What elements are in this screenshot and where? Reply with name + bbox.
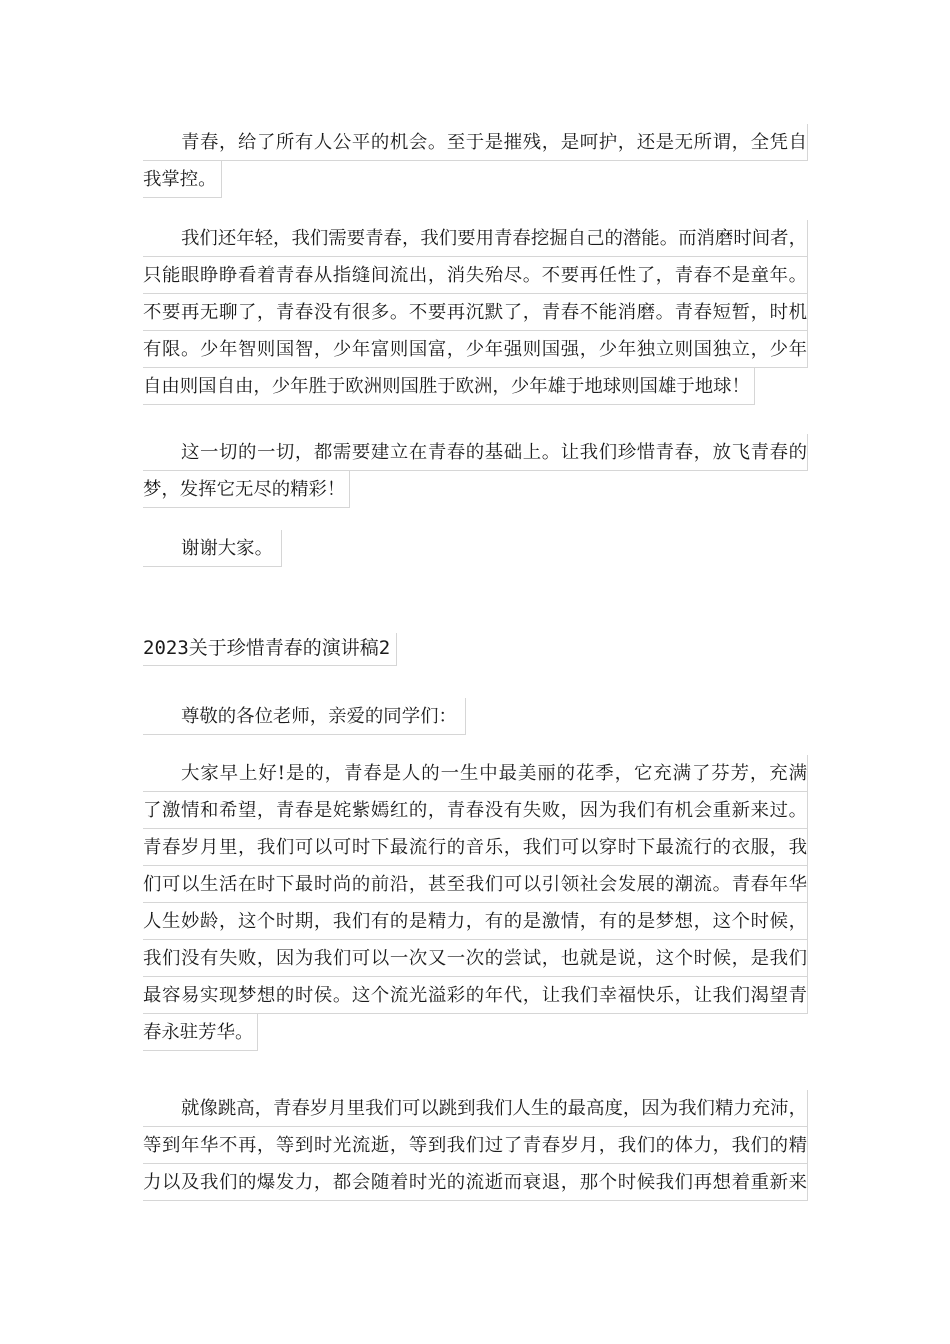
paragraph-1 xyxy=(143,124,808,198)
text-line: 不要再无聊了，青春没有很多。不要再沉默了，青春不能消磨。青春短暂，时机 xyxy=(143,294,808,331)
text-line: 力以及我们的爆发力，都会随着时光的流逝而衰退，那个时候我们再想着重新来 xyxy=(143,1164,808,1201)
text-line: 了激情和希望，青春是姹紫嫣红的，青春没有失败，因为我们有机会重新来过。 xyxy=(143,792,808,829)
paragraph-2 xyxy=(143,220,808,405)
text-line: 我们还年轻，我们需要青春，我们要用青春挖掘自己的潜能。而消磨时间者， xyxy=(143,220,808,257)
paragraph-5 xyxy=(143,698,808,735)
paragraph-6 xyxy=(143,755,808,1051)
paragraph-3 xyxy=(143,434,808,508)
text-line: 只能眼睁睁看着青春从指缝间流出，消失殆尽。不要再任性了，青春不是童年。 xyxy=(143,257,808,294)
text-line: 我掌控。 xyxy=(143,161,222,198)
text-line: 人生妙龄，这个时期，我们有的是精力，有的是激情，有的是梦想，这个时候， xyxy=(143,903,808,940)
text-line: 青春岁月里，我们可以可时下最流行的音乐，我们可以穿时下最流行的衣服，我 xyxy=(143,829,808,866)
text-line: 尊敬的各位老师，亲爱的同学们： xyxy=(143,698,466,735)
text-line: 青春，给了所有人公平的机会。至于是摧残，是呵护，还是无所谓，全凭自 xyxy=(143,124,808,161)
text-line: 春永驻芳华。 xyxy=(143,1014,258,1051)
text-line: 大家早上好!是的，青春是人的一生中最美丽的花季，它充满了芬芳，充满 xyxy=(143,755,808,792)
text-line: 就像跳高，青春岁月里我们可以跳到我们人生的最高度，因为我们精力充沛， xyxy=(143,1090,808,1127)
paragraph-7 xyxy=(143,1090,808,1201)
text-line: 最容易实现梦想的时侯。这个流光溢彩的年代，让我们幸福快乐，让我们渴望青 xyxy=(143,977,808,1014)
text-line: 等到年华不再，等到时光流逝，等到我们过了青春岁月，我们的体力，我们的精 xyxy=(143,1127,808,1164)
text-line: 自由则国自由，少年胜于欧洲则国胜于欧洲，少年雄于地球则国雄于地球！ xyxy=(143,368,755,405)
text-line: 谢谢大家。 xyxy=(143,530,282,567)
section-heading: 2023关于珍惜青春的演讲稿2 xyxy=(143,633,397,666)
paragraph-4 xyxy=(143,530,808,567)
text-line: 有限。少年智则国智，少年富则国富，少年强则国强，少年独立则国独立，少年 xyxy=(143,331,808,368)
text-line: 梦，发挥它无尽的精彩！ xyxy=(143,471,350,508)
text-line: 这一切的一切，都需要建立在青春的基础上。让我们珍惜青春，放飞青春的 xyxy=(143,434,808,471)
text-line: 们可以生活在时下最时尚的前沿，甚至我们可以引领社会发展的潮流。青春年华 xyxy=(143,866,808,903)
text-line: 我们没有失败，因为我们可以一次又一次的尝试，也就是说，这个时候，是我们 xyxy=(143,940,808,977)
